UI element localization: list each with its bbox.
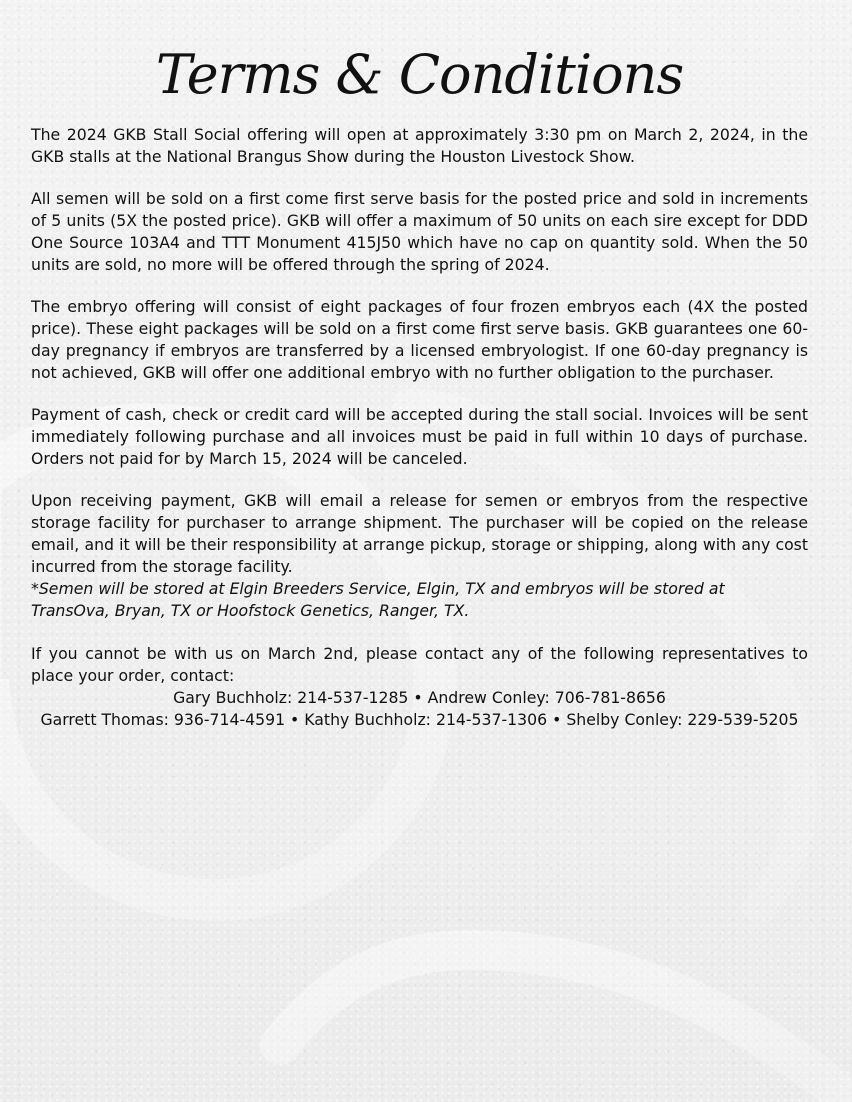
terms-title: Terms & Conditions: [155, 43, 684, 106]
paragraph-release-process: Upon receiving payment, GKB will email a release for semen or embryos from the respective storage facility for purchaser to arrange shipment. The purchaser will be copied on the release email, and it will be their responsibility at arrange pickup, storage or shipping, along with any cost incurred from the storage facility.: [31, 491, 808, 576]
paragraph-contact-instructions: If you cannot be with us on March 2nd, please contact any of the following representatives to place your order, contact:: [31, 644, 808, 685]
storage-note: *Semen will be stored at Elgin Breeders Service, Elgin, TX and embryos will be stored at TransOva, Bryan, TX or Hoofstock Genetics, Ranger, TX.: [31, 579, 725, 620]
paragraph-payment: Payment of cash, check or credit card will be accepted during the stall social. Invoices will be sent immediately following purchase and all invoices must be paid in full within 10 days of purchase. Orders not paid for by March 15, 2024 will be canceled.: [31, 405, 808, 468]
paragraph-semen-sales: All semen will be sold on a first come first serve basis for the posted price and sold in increments of 5 units (5X the posted price). GKB will offer a maximum of 50 units on each sire except for DDD One Source 103A4 and TTT Monument 415J50 which have no cap on quantity sold. When the 50 units are sold, no more will be offered through the spring of 2024.: [31, 189, 808, 274]
paragraph-offering-open: The 2024 GKB Stall Social offering will open at approximately 3:30 pm on March 2, 2024, in the GKB stalls at the National Brangus Show during the Houston Livestock Show.: [31, 125, 808, 166]
contact-line-2: Garrett Thomas: 936-714-4591 • Kathy Buchholz: 214-537-1306 • Shelby Conley: 229-539-5205: [40, 710, 799, 729]
paragraph-embryo-offering: The embryo offering will consist of eight packages of four frozen embryos each (4X the posted price). These eight packages will be sold on a first come first serve basis. GKB guarantees one 60-day pregnancy if embryos are transferred by a licensed embryologist. If one 60-day pregnancy is not achieved, GKB will offer one additional embryo with no further obligation to the purchaser.: [31, 297, 808, 382]
terms-content: [31, 43, 808, 731]
contact-line-1: Gary Buchholz: 214-537-1285 • Andrew Conley: 706-781-8656: [173, 688, 666, 707]
